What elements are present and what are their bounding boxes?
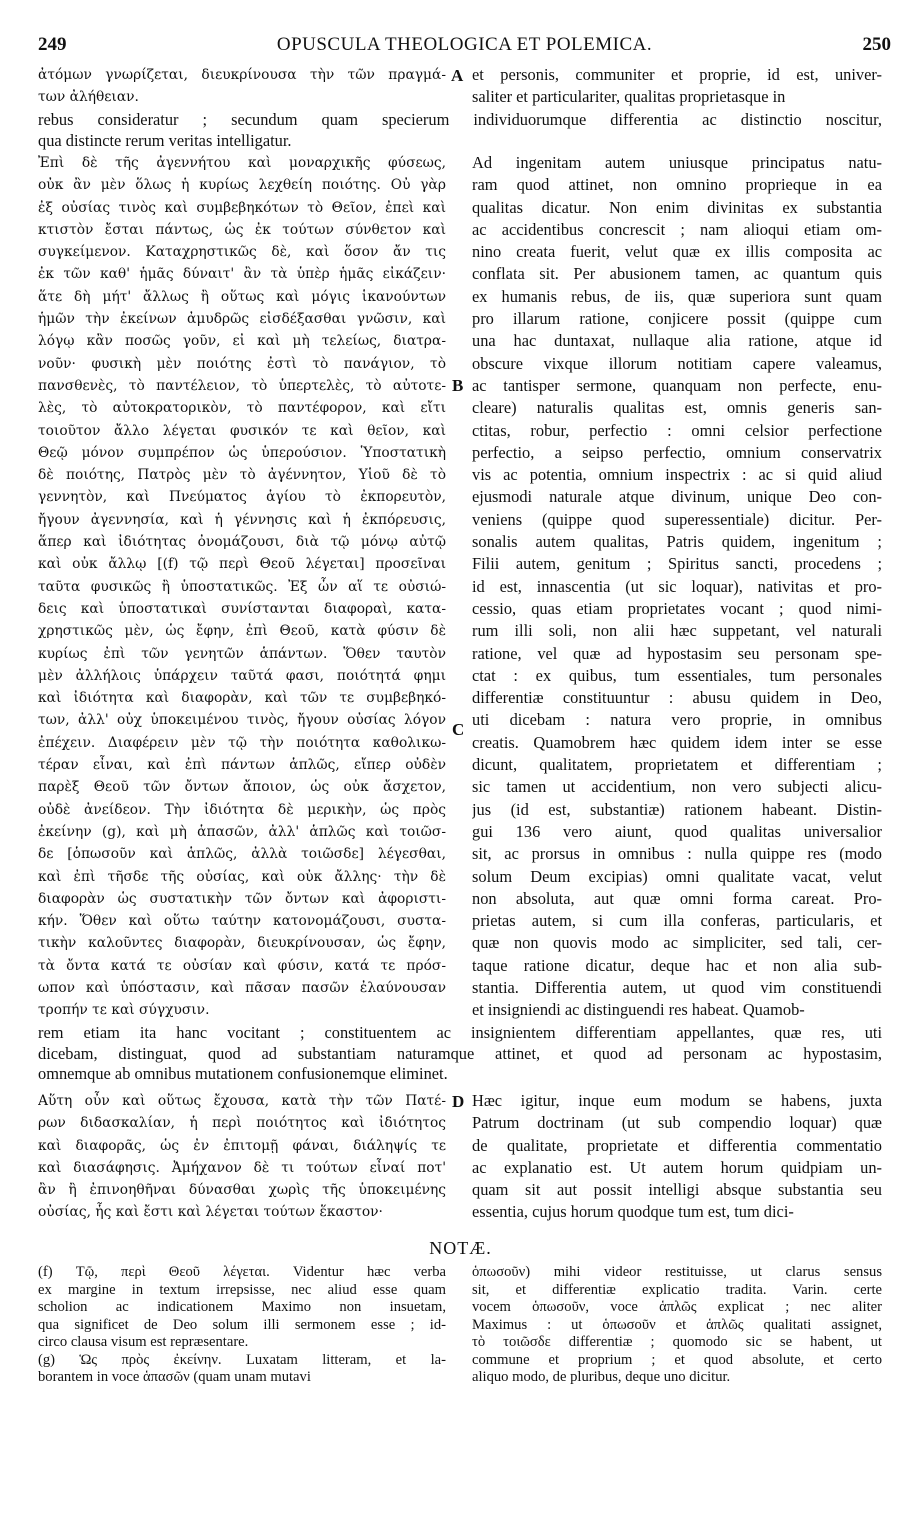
text-line: pro illarum ratione, conjicere possit (quippe cum xyxy=(472,309,882,329)
text-line: una hac duntaxat, nullaque alia ratione, atque id xyxy=(472,331,882,351)
greek-column-block-2 xyxy=(38,152,446,1022)
text-line: conflata sit. Per abusionem tamen, ac quantum quis xyxy=(472,264,882,284)
text-line: Ἐπὶ δὲ τῆς ἀγεννήτου καὶ μοναρχικῆς φύσεως, xyxy=(38,155,446,171)
text-line: ἂν ἢ ἐπινοηθῆναι δύνασθαι χωρὶς τῆς ὑποκειμένης xyxy=(38,1182,446,1199)
text-line: Patrum doctrinam (ut sub compendio loquar) quæ xyxy=(472,1113,882,1133)
text-line: sonalis autem qualitas, Patris quidem, ingenitum ; xyxy=(472,532,882,552)
text-line: essentia, cujus horum quodque tum est, tum dici- xyxy=(472,1202,794,1222)
text-line: circo clausa visum est repræsentare. xyxy=(38,1334,249,1350)
text-line: τὰ ὄντα κατά τε οὐσίαν καὶ φύσιν, κατά τε πρόσ- xyxy=(38,957,446,974)
text-line: non absoluta, aut quæ omni forma careat. Pro- xyxy=(472,888,882,908)
text-line: οὐκ ἂν μὲν ὅλως ἡ κυρίως λεχθείη ποιότης. Οὐ γὰρ xyxy=(38,177,446,194)
latin-column-block-3 xyxy=(472,1090,882,1224)
text-line: οὐσίας, ἧς καὶ ἔστι καὶ λέγεται τούτων ἕκαστον· xyxy=(38,1204,383,1221)
text-line: ram quod attinet, non omnino proprieque in ea xyxy=(472,175,882,195)
text-line: καὶ ἐπὶ τῆσδε τῆς οὐσίας, καὶ οὐκ ἄλλης· τὴν δὲ xyxy=(38,868,446,885)
text-line: et insigniendi ac distinguendi res habeat. Quamob- xyxy=(472,1000,805,1020)
text-line: taque ratione dicatur, deque hac et non alia sub- xyxy=(472,955,882,975)
margin-marker-d: D xyxy=(452,1092,465,1111)
text-line: de qualitate, proprietate et differentia commentatio xyxy=(472,1135,882,1155)
text-line: παρὲξ Θεοῦ τῶν ὄντων ἄποιον, ὡς οὐκ ἄσχετον, xyxy=(38,779,446,796)
text-line: gui 136 vero aiunt, quod qualitas universalior xyxy=(472,821,882,841)
text-line: veniens (quippe quod superessentiale) dicitur. Per- xyxy=(472,509,882,529)
text-line: καὶ ἰδιότητα καὶ διαφορὰν, καὶ τῶν τε συμβεβηκό- xyxy=(38,690,446,707)
text-line: δε [ὁπωσοῦν καὶ ἁπλῶς, ἀλλὰ τοιῶσδε] λέγεσθαι, xyxy=(38,846,446,863)
text-line: borantem in voce ἁπασῶν (quam unam mutavi xyxy=(38,1369,311,1385)
margin-marker-a: A xyxy=(451,66,464,85)
text-line: solum Deum excipias) omni qualitate vacat, velut xyxy=(472,866,882,886)
text-line: κυρίως ἐπὶ τῶν γενητῶν ἁπάντων. Ὅθεν ταυτὸν xyxy=(38,645,446,662)
notes-title: NOTÆ. xyxy=(429,1238,492,1258)
text-line: Ad ingenitam autem uniusque principatus natu- xyxy=(472,153,882,172)
text-line: δεις καὶ ὑποστατικαὶ συνίστανται διαφοραὶ, κατα- xyxy=(38,600,446,617)
text-line: ἤγουν ἀγεννησία, καὶ ἡ γέννησις καὶ ἡ ἐκπόρευσις, xyxy=(38,511,446,528)
text-line: ἡμῶν τὴν ἐκείνων ἀμυδρῶς εἰσδέξασθαι γνῶσιν, καὶ xyxy=(38,311,446,328)
text-line: Αὕτη οὖν καὶ οὕτως ἔχουσα, κατὰ τὴν τῶν Πατέ- xyxy=(38,1093,446,1109)
text-line: quæ non quovis modo ac simpliciter, sed tali, cer- xyxy=(472,933,882,953)
latin-column-block-1 xyxy=(472,64,882,109)
text-line: jus (id est, substantiæ) rationem habeant. Distin- xyxy=(472,799,882,819)
text-line: (g) Ὡς πρὸς ἐκείνην. Luxatam litteram, et la- xyxy=(38,1351,446,1368)
text-line: saliter et particulariter, qualitas proprietasque in xyxy=(472,87,786,107)
full-width-paragraph-2 xyxy=(38,1023,882,1085)
text-line: differentiæ constituuntur : abusu quidem in Deo, xyxy=(472,688,882,708)
text-line: ac explanatio est. Ut autem horum quidpiam un- xyxy=(472,1157,882,1177)
text-line: νοῦν· φυσικὴ μὲν ποιότης ἐστὶ τὸ πανάγιον, τὸ xyxy=(38,355,446,372)
text-line: ratione, vel quæ ad hypostasim seu personam spe- xyxy=(472,643,882,663)
text-line: Maximus : ut ὁπωσοῦν et ἁπλῶς qualitati assignet, xyxy=(472,1316,882,1333)
text-line: id est, innascentia (ut sic loquar), nativitas et pro- xyxy=(472,576,882,596)
text-line: λόγῳ κἂν ποσῶς γοῦν, εἰ καὶ μὴ τελείως, διατρα- xyxy=(38,333,446,350)
text-line: κτιστὸν ἔσται πάντως, ὡς ἐκ τούτων σύνθετον καὶ xyxy=(38,221,446,238)
margin-marker-b: B xyxy=(452,376,464,395)
text-line: τέραν εἶναι, καὶ ἐπὶ πάντων ἁπλῶς, εἴπερ οὐδὲν xyxy=(38,757,446,774)
text-line: χρηστικῶς μὲν, ὡς ἔφην, ἐπὶ Θεοῦ, κατὰ φύσιν δὲ xyxy=(38,623,446,640)
text-line: rem etiam ita hanc vocitant ; constituentem ac insignientem differentiam appellantes, quæ res, uti xyxy=(38,1023,882,1042)
text-line: καὶ διασάφησις. Ἀμήχανον δὲ τι τούτων εἶναί ποτ' xyxy=(38,1159,446,1176)
text-line: stantia. Differentia autem, ut quod vim constituendi xyxy=(472,977,882,997)
text-line: aliquo modo, de pluribus, deque uno dicitur. xyxy=(472,1369,731,1385)
text-line: cleare) naturalis qualitas est, omnis generis san- xyxy=(472,398,882,418)
text-line: ex margine in textum irrepsisse, nec aliud esse quam xyxy=(38,1281,446,1298)
text-line: ταῦτα φυσικῶς ἢ ὑποστατικῶς. Ἐξ ὧν αἵ τε οὐσιώ- xyxy=(38,578,446,595)
text-line: οὐδὲ ἀνείδεον. Τὴν ἰδιότητα δὲ μερικὴν, ὡς πρὸς xyxy=(38,801,446,818)
text-line: Hæc igitur, inque eum modum se habens, juxta xyxy=(472,1091,882,1110)
notes-left-column xyxy=(38,1264,446,1387)
text-line: ex humanis rebus, de iis, quæ superiora sunt quam xyxy=(472,286,882,306)
text-line: ejusmodi naturale atque divinum, unique Deo con- xyxy=(472,487,882,507)
text-line: γεννητὸν, καὶ Πνεύματος ἁγίου τὸ ἐκπορευτὸν, xyxy=(38,489,446,506)
text-line: omnemque ab omnibus mutationem confusionemque eliminet. xyxy=(38,1064,448,1083)
text-line: sit, ac prorsus in omnibus : nulla quippe res (modo xyxy=(472,844,882,864)
text-line: τὸ τοιῶσδε differentiæ ; quomodo sic se habent, ut xyxy=(472,1334,882,1350)
text-line: δὲ ποιότης, Πατρὸς μὲν τὸ ἀγέννητον, Υἱοῦ δὲ τὸ xyxy=(38,467,446,484)
text-line: dicunt, qualitatem, proprietatem et differentiam ; xyxy=(472,755,882,775)
text-line: τικὴν καλοῦντες διαφορὰν, διευκρίνουσαν, ὡς ἔφην, xyxy=(38,935,446,952)
text-line: πανσθενὲς, τὸ παντέλειον, τὸ ὑπερτελὲς, τὸ αὐτοτε- xyxy=(38,377,446,394)
text-line: συγκείμενον. Καταχρηστικῶς δὲ, καὶ ὅσον ἄν τις xyxy=(38,244,446,261)
text-line: ρων διδασκαλίαν, ἡ περὶ ποιότητος καὶ ἰδιότητος xyxy=(38,1115,446,1132)
text-line: perfectio, a seipso perfectio, omnium conservatrix xyxy=(472,442,882,462)
text-line: διαφορὰν ὡς συστατικὴν τῶν ὄντων καὶ ἀφοριστι- xyxy=(38,890,446,907)
text-line: καὶ διαφορᾶς, ὡς ἐν ἐπιτομῇ φάναι, διάληψίς τε xyxy=(38,1137,446,1154)
latin-column-block-2 xyxy=(472,152,882,1022)
text-line: κήν. Ὅθεν καὶ οὕτω ταύτην κατονομάζουσι, συστα- xyxy=(38,913,446,930)
text-line: commune et proprium ; et quod absolute, et certo xyxy=(472,1351,882,1368)
text-line: ἅτε δὴ μήτ' ἄλλως ἢ οὕτως καὶ μόγις ἱκανούντων xyxy=(38,288,446,305)
text-line: dicebam, distinguat, quod ad substantiam naturamque attinet, et quod ad personam ac hypostasim, xyxy=(38,1043,882,1063)
text-line: creatis. Quamobrem hæc quidem idem inter se esse xyxy=(472,732,882,752)
text-line: ctat : ex quibus, tum essentiales, tum personales xyxy=(472,665,882,685)
greek-column-block-1 xyxy=(38,64,446,109)
text-line: Θεῷ μόνον συμπρέπον ὡς ὑπερούσιον. Ὑποστατικὴ xyxy=(38,444,446,461)
greek-column-block-3 xyxy=(38,1090,446,1224)
text-line: λὲς, τὸ αὐτοκρατορικὸν, τὸ παντέφορον, καὶ εἴτι xyxy=(38,400,446,417)
text-line: ctitas, robur, perfectio : omni celsior perfectione xyxy=(472,420,882,440)
text-line: ἐπέχειν. Διαφέρειν μὲν τῷ τὴν ποιότητα καθολικω- xyxy=(38,734,446,751)
text-line: prietas autem, si cum illa conferas, particularis, et xyxy=(472,911,882,931)
running-header xyxy=(38,34,891,60)
text-line: obscure vixque illorum notitiam capere valeamus, xyxy=(472,353,882,373)
running-title: OPUSCULA THEOLOGICA ET POLEMICA. xyxy=(276,34,653,55)
text-line: Filii autem, genitum ; Spiritus sancti, procedens ; xyxy=(472,554,882,574)
text-line: et personis, communiter et proprie, id est, univer- xyxy=(472,65,882,84)
text-line: τροπήν τε καὶ σύγχυσιν. xyxy=(38,1002,210,1019)
text-line: μὲν ἀλλήλοις ὑπάρχειν ταῦτά φασι, ποιότητά φημι xyxy=(38,667,446,684)
text-line: qualitas dicatur. Non enim divinitas ex substantia xyxy=(472,197,882,217)
text-line: ἅπερ καὶ ἰδιότητας ὀνομάζουσι, διὰ τῷ μόνῳ αὐτῷ xyxy=(38,534,446,551)
text-line: vocem ὁπωσοῦν, voce ἁπλῶς explicat ; nec aliter xyxy=(472,1299,882,1315)
text-line: ὁπωσοῦν) mihi videor restituisse, ut clarus sensus xyxy=(472,1264,882,1280)
text-line: vis ac potentia, omnium inspectrix : ac si quid aliud xyxy=(472,465,882,485)
page-number-right: 250 xyxy=(862,34,891,55)
text-line: cessio, quas etiam proprietates vocant ; quod nimi- xyxy=(472,598,882,618)
margin-marker-c: C xyxy=(452,720,465,739)
text-line: qua significet de Deo solum illi sermonem esse ; id- xyxy=(38,1316,446,1333)
full-width-paragraph-1 xyxy=(38,110,882,151)
text-line: quam sit aut possit intelligi absque substantia seu xyxy=(472,1180,882,1200)
text-line: ἐξ οὐσίας τινὸς καὶ συμβεβηκότων τὸ Θεῖον, ἐπεὶ καὶ xyxy=(38,199,446,216)
text-line: sic tamen ut accidentium, non vero subjecti alicu- xyxy=(472,777,882,797)
text-line: ac accidentibus concrescit ; nam alioqui etiam om- xyxy=(472,219,882,239)
text-line: των, ἀλλ' οὐχ ὑποκειμένου τινὸς, ἤγουν οὐσίας λόγον xyxy=(38,712,446,729)
text-line: sit, et differentiæ explicatio tradita. Varin. certe xyxy=(472,1281,882,1298)
text-line: scholion ac indicationem Maximo non insuetam, xyxy=(38,1299,446,1315)
text-line: ωπον καὶ ὑπόστασιν, καὶ πᾶσαν πασῶν ἐλαύνουσαν xyxy=(38,979,446,996)
page-number-left: 249 xyxy=(38,34,67,55)
text-line: qua distincte rerum veritas intelligatur. xyxy=(38,130,292,150)
text-line: ac tantisper sermone, quanquam non perfecte, enu- xyxy=(472,375,882,395)
text-line: nino creata fuerit, velut quæ ex illis composita ac xyxy=(472,242,882,262)
text-line: (f) Τῷ, περὶ Θεοῦ λέγεται. Videntur hæc verba xyxy=(38,1264,446,1280)
text-line: ἐκείνην (g), καὶ μὴ ἁπασῶν, ἀλλ' ἁπλῶς καὶ τοιῶσ- xyxy=(38,823,446,840)
text-line: rebus consideratur ; secundum quam specierum individuorumque differentia ac distinctio noscitur, xyxy=(38,110,882,129)
text-line: ἀτόμων γνωρίζεται, διευκρίνουσα τὴν τῶν πραγμά- xyxy=(38,67,446,83)
text-line: τοιοῦτον ἄλλο λέγεται φυσικόν τε καὶ θεῖον, καὶ xyxy=(38,422,446,439)
text-line: καὶ οὐκ ἄλλῳ [(f) τῷ περὶ Θεοῦ λέγεται] προσεῖναι xyxy=(38,556,446,573)
text-line: uti dicebam : natura vero proprie, in omnibus xyxy=(472,710,882,730)
text-line: των ἀλήθειαν. xyxy=(38,89,139,106)
text-line: ἐκ τῶν καθ' ἡμᾶς δύναιτ' ἂν τὰ ὑπὲρ ἡμᾶς εἰκάζειν· xyxy=(38,266,446,283)
text-line: rum illi soli, non alii hæc suppetant, vel naturali xyxy=(472,621,882,641)
notes-right-column xyxy=(472,1264,882,1387)
